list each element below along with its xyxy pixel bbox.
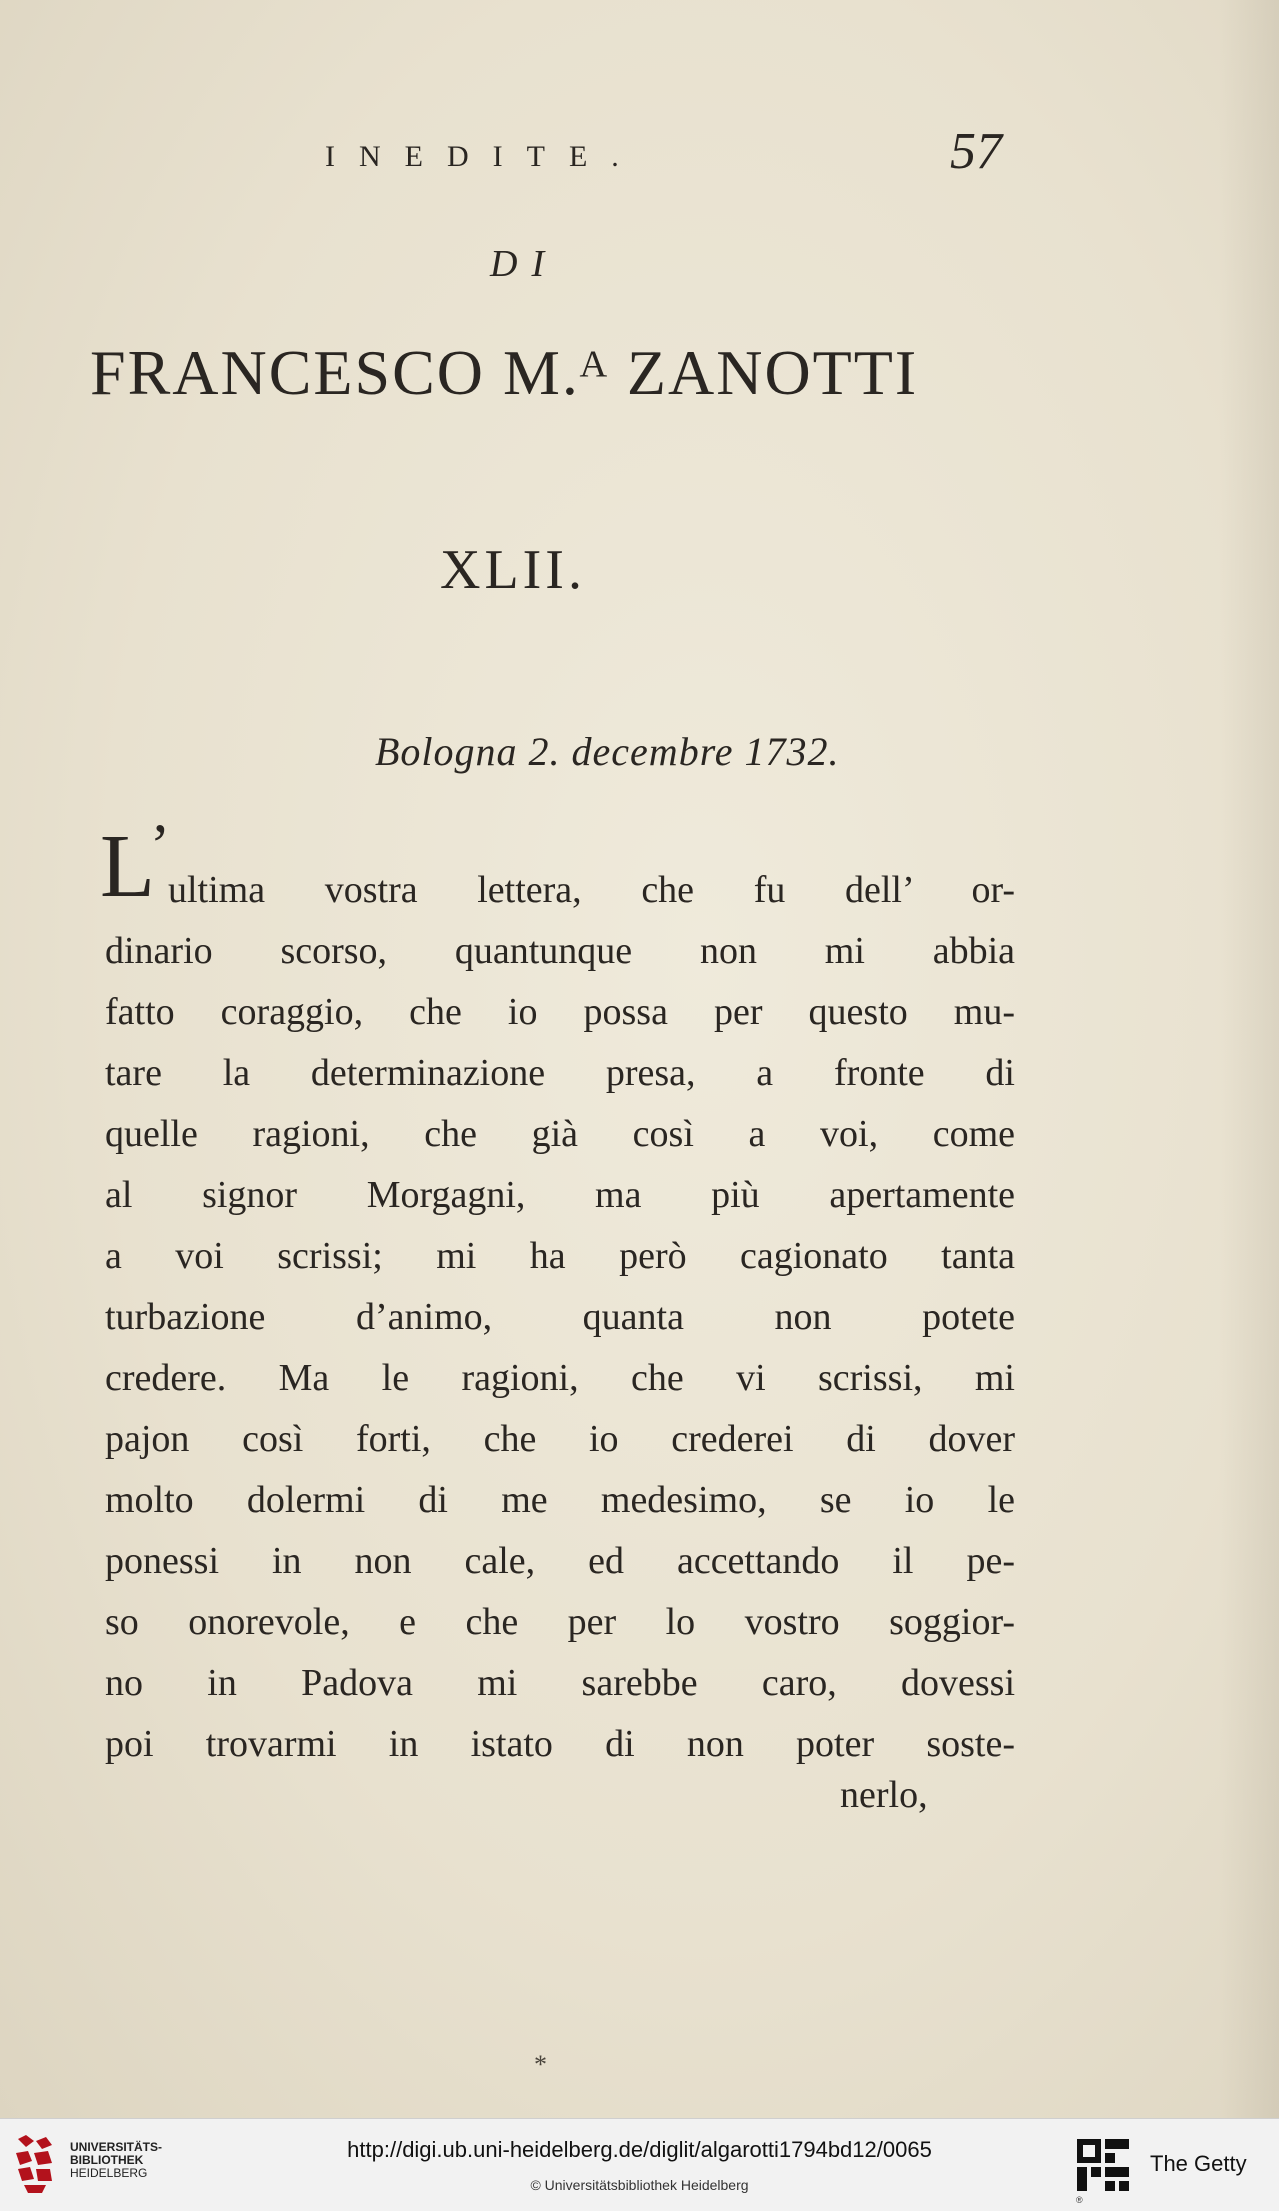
ink-speck: * xyxy=(534,2050,547,2079)
body-line: dinario scorso, quantunque non mi abbia xyxy=(105,930,1015,972)
di-heading: DI xyxy=(490,243,559,285)
body-line: so onorevole, e che per lo vostro soggior- xyxy=(105,1601,1015,1643)
copyright-notice: © Universitätsbibliothek Heidelberg xyxy=(530,2177,749,2193)
body-line: pajon così forti, che io crederei di dover xyxy=(105,1418,1015,1460)
getty-registered-mark: ® xyxy=(1076,2195,1083,2205)
running-head: INEDITE. xyxy=(325,140,643,173)
body-line: a voi scrissi; mi ha però cagionato tanta xyxy=(105,1235,1015,1277)
author-heading: FRANCESCO M.ᴬ ZANOTTI xyxy=(90,337,919,408)
footer-bar xyxy=(0,2118,1279,2211)
body-line: credere. Ma le ragioni, che vi scrissi, mi xyxy=(105,1357,1015,1399)
body-line: poi trovarmi in istato di non poter soste- xyxy=(105,1723,1015,1765)
ub-name-line: BIBLIOTHEK xyxy=(70,2153,144,2167)
body-line: tare la determinazione presa, a fronte di xyxy=(105,1052,1015,1094)
getty-logo-icon xyxy=(1075,2137,1131,2193)
body-line: turbazione d’animo, quanta non potete xyxy=(105,1296,1015,1338)
body-line: molto dolermi di me medesimo, se io le xyxy=(105,1479,1015,1521)
body-line: no in Padova mi sarebbe caro, dovessi xyxy=(105,1662,1015,1704)
page-edge-shadow xyxy=(1219,0,1279,2118)
digital-copy-link[interactable]: http://digi.ub.uni-heidelberg.de/diglit/algarotti1794bd12/0065 xyxy=(347,2137,932,2162)
body-line: al signor Morgagni, ma più apertamente xyxy=(105,1174,1015,1216)
body-line: ponessi in non cale, ed accettando il pe- xyxy=(105,1540,1015,1582)
body-line: quelle ragioni, che già così a voi, come xyxy=(105,1113,1015,1155)
page-number: 57 xyxy=(950,123,1002,180)
getty-name: The Getty xyxy=(1150,2151,1247,2176)
catchword: nerlo, xyxy=(840,1774,928,1816)
letter-number: XLII. xyxy=(440,539,586,601)
drop-capital: L xyxy=(100,817,155,916)
drop-capital-apostrophe: ’ xyxy=(150,812,170,878)
ub-name-line: HEIDELBERG xyxy=(70,2166,148,2180)
ub-name-line: UNIVERSITÄTS- xyxy=(70,2140,163,2154)
body-line: ultima vostra lettera, che fu dell’ or- xyxy=(168,869,1015,911)
dateline: Bologna 2. decembre 1732. xyxy=(375,729,840,774)
body-line: fatto coraggio, che io possa per questo mu- xyxy=(105,991,1015,1033)
